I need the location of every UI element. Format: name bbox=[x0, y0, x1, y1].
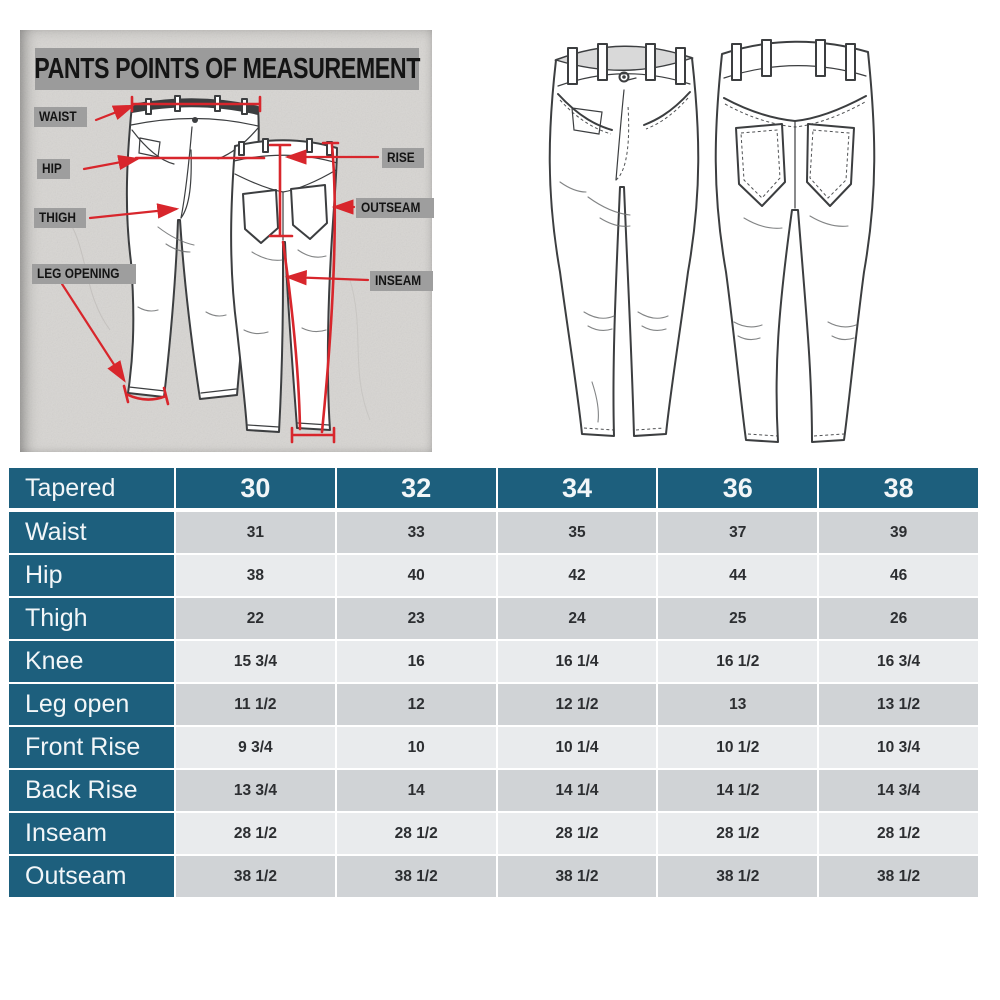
measurement-cell: 28 1/2 bbox=[818, 812, 979, 855]
pants-measurement-sketch bbox=[20, 30, 432, 452]
measurement-cell: 24 bbox=[497, 597, 658, 640]
jeans-front-flat bbox=[550, 44, 699, 436]
measurement-cell: 28 1/2 bbox=[175, 812, 336, 855]
fit-name-header: Tapered bbox=[8, 467, 175, 510]
measurement-cell: 38 1/2 bbox=[497, 855, 658, 898]
measurement-cell: 40 bbox=[336, 554, 497, 597]
measurement-cell: 28 1/2 bbox=[336, 812, 497, 855]
measurement-cell: 22 bbox=[175, 597, 336, 640]
measurement-cell: 28 1/2 bbox=[657, 812, 818, 855]
label-rise: RISE bbox=[382, 148, 424, 168]
measurement-cell: 16 bbox=[336, 640, 497, 683]
size-column-header: 32 bbox=[336, 467, 497, 510]
jeans-flat-drawings bbox=[500, 20, 990, 460]
measurement-cell: 25 bbox=[657, 597, 818, 640]
measurement-cell: 35 bbox=[497, 510, 658, 554]
label-thigh: THIGH bbox=[34, 208, 86, 228]
label-leg-opening: LEG OPENING bbox=[32, 264, 136, 284]
measurement-cell: 39 bbox=[818, 510, 979, 554]
size-column-header: 30 bbox=[175, 467, 336, 510]
measurement-cell: 13 bbox=[657, 683, 818, 726]
label-inseam: INSEAM bbox=[370, 271, 433, 291]
header-row bbox=[8, 467, 979, 510]
measurement-cell: 38 1/2 bbox=[336, 855, 497, 898]
row-label: Waist bbox=[8, 510, 175, 554]
table-row bbox=[8, 812, 979, 855]
measurement-cell: 10 bbox=[336, 726, 497, 769]
diagram-title: PANTS POINTS OF MEASUREMENT bbox=[34, 52, 420, 85]
size-column-header: 34 bbox=[497, 467, 658, 510]
table-row bbox=[8, 510, 979, 554]
row-label: Front Rise bbox=[8, 726, 175, 769]
row-label: Hip bbox=[8, 554, 175, 597]
measurement-cell: 42 bbox=[497, 554, 658, 597]
table-row bbox=[8, 769, 979, 812]
row-label: Back Rise bbox=[8, 769, 175, 812]
measurement-cell: 38 bbox=[175, 554, 336, 597]
measurement-cell: 26 bbox=[818, 597, 979, 640]
measurement-cell: 14 bbox=[336, 769, 497, 812]
table-row bbox=[8, 597, 979, 640]
measurement-cell: 10 1/4 bbox=[497, 726, 658, 769]
measurement-cell: 38 1/2 bbox=[657, 855, 818, 898]
table-row bbox=[8, 683, 979, 726]
diagram-pants-back bbox=[231, 139, 337, 432]
size-chart-table bbox=[7, 466, 980, 899]
size-chart-header bbox=[8, 467, 979, 510]
measurement-cell: 28 1/2 bbox=[497, 812, 658, 855]
measurement-cell: 10 1/2 bbox=[657, 726, 818, 769]
measurement-cell: 14 1/4 bbox=[497, 769, 658, 812]
measurement-cell: 15 3/4 bbox=[175, 640, 336, 683]
row-label: Outseam bbox=[8, 855, 175, 898]
measurement-cell: 38 1/2 bbox=[818, 855, 979, 898]
measurement-cell: 44 bbox=[657, 554, 818, 597]
table-row bbox=[8, 726, 979, 769]
measurement-cell: 10 3/4 bbox=[818, 726, 979, 769]
measurement-cell: 16 1/2 bbox=[657, 640, 818, 683]
measurement-cell: 9 3/4 bbox=[175, 726, 336, 769]
size-column-header: 38 bbox=[818, 467, 979, 510]
row-label: Inseam bbox=[8, 812, 175, 855]
measurement-cell: 16 1/4 bbox=[497, 640, 658, 683]
table-row bbox=[8, 554, 979, 597]
measurement-cell: 31 bbox=[175, 510, 336, 554]
table-row bbox=[8, 855, 979, 898]
label-outseam: OUTSEAM bbox=[356, 198, 434, 218]
measurement-cell: 14 3/4 bbox=[818, 769, 979, 812]
label-hip: HIP bbox=[37, 159, 70, 179]
measurement-cell: 46 bbox=[818, 554, 979, 597]
measurement-cell: 13 1/2 bbox=[818, 683, 979, 726]
row-label: Leg open bbox=[8, 683, 175, 726]
row-label: Thigh bbox=[8, 597, 175, 640]
row-label: Knee bbox=[8, 640, 175, 683]
size-chart-body bbox=[8, 510, 979, 898]
jeans-back-flat bbox=[716, 40, 875, 442]
diagram-title-banner bbox=[35, 48, 419, 90]
table-row bbox=[8, 640, 979, 683]
label-waist: WAIST bbox=[34, 107, 87, 127]
measurement-cell: 12 1/2 bbox=[497, 683, 658, 726]
measurement-cell: 38 1/2 bbox=[175, 855, 336, 898]
measurement-cell: 11 1/2 bbox=[175, 683, 336, 726]
measurement-cell: 16 3/4 bbox=[818, 640, 979, 683]
measurement-cell: 14 1/2 bbox=[657, 769, 818, 812]
measurement-diagram-panel bbox=[20, 30, 432, 452]
measurement-cell: 23 bbox=[336, 597, 497, 640]
measurement-cell: 13 3/4 bbox=[175, 769, 336, 812]
measurement-cell: 33 bbox=[336, 510, 497, 554]
size-column-header: 36 bbox=[657, 467, 818, 510]
measurement-cell: 37 bbox=[657, 510, 818, 554]
measurement-cell: 12 bbox=[336, 683, 497, 726]
